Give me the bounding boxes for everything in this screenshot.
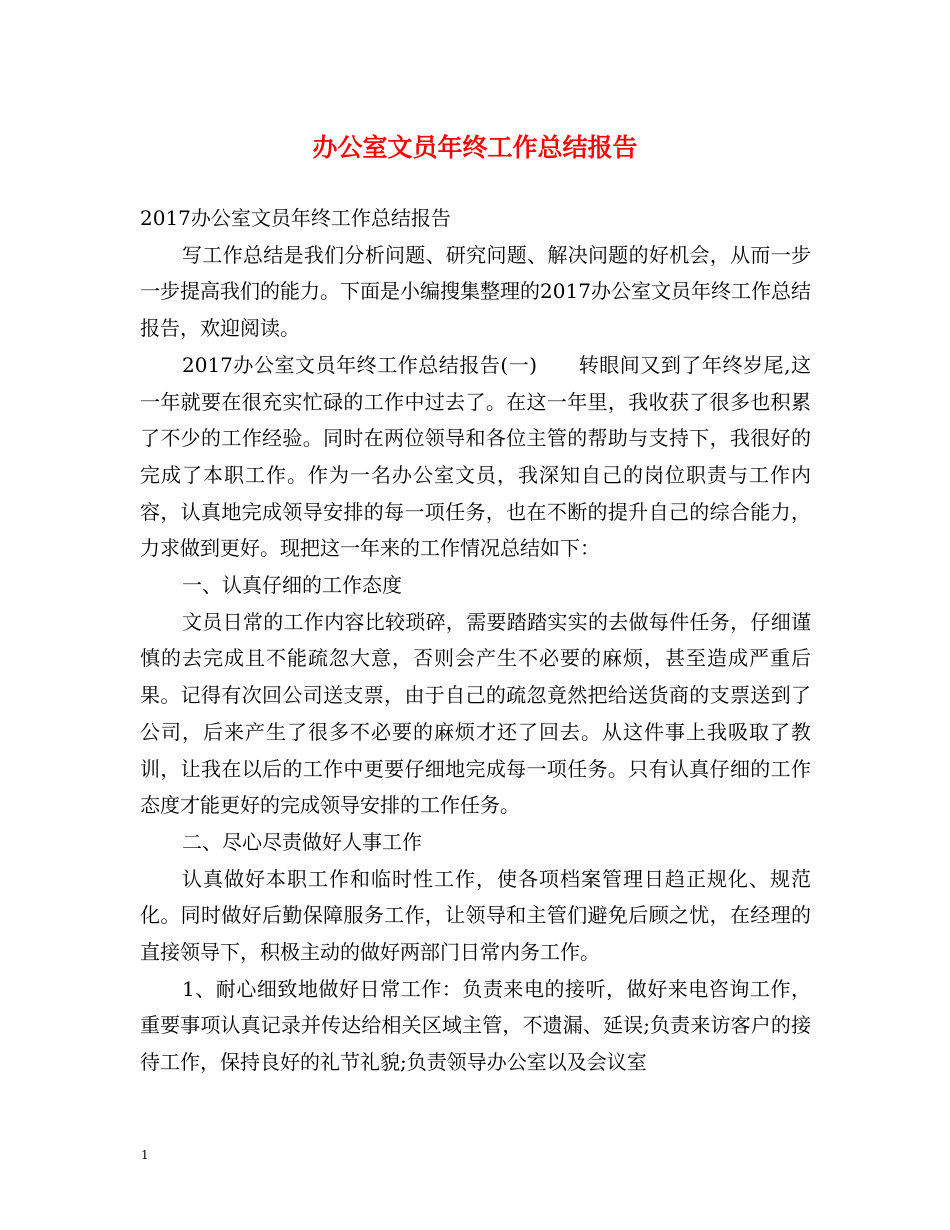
document-subtitle: 2017办公室文员年终工作总结报告 xyxy=(140,206,451,230)
paragraph-attitude: 文员日常的工作内容比较琐碎，需要踏踏实实的去做每件任务，仔细谨慎的去完成且不能疏忽大意，否则会产生不必要的麻烦，甚至造成严重后果。记得有次回公司送支票，由于自己的疏忽竟然把给送货商的支票送到了公司，后来产生了很多不必要的麻烦才还了回去。从这件事上我吸取了教训，让我在以后的工作中更要仔细地完成每一项任务。只有认真仔细的工作态度才能更好的完成领导安排的工作任务。 xyxy=(140,609,811,818)
section-heading-attitude: 一、认真仔细的工作态度 xyxy=(182,573,402,598)
paragraph-intro: 写工作总结是我们分析问题、研究问题、解决问题的好机会，从而一步一步提高我们的能力。下面是小编搜集整理的2017办公室文员年终工作总结报告，欢迎阅读。 xyxy=(140,242,811,341)
paragraph-personnel: 认真做好本职工作和临时性工作，使各项档案管理日趋正规化、规范化。同时做好后勤保障服务工作，让领导和主管们避免后顾之忧，在经理的直接领导下，积极主动的做好两部门日常内务工作。 xyxy=(140,866,811,965)
paragraph-report-one: 2017办公室文员年终工作总结报告(一) 转眼间又到了年终岁尾,这一年就要在很充实忙碌的工作中过去了。在这一年里，我收获了很多也积累了不少的工作经验。同时在两位领导和各位主管的帮助与支持下，我很好的完成了本职工作。作为一名办公室文员，我深知自己的岗位职责与工作内容，认真地完成领导安排的每一项任务，也在不断的提升自己的综合能力，力求做到更好。现把这一年来的工作情况总结如下： xyxy=(140,352,811,561)
section-heading-personnel: 二、尽心尽责做好人事工作 xyxy=(182,829,422,854)
document-body xyxy=(140,200,811,1081)
document-title: 办公室文员年终工作总结报告 xyxy=(312,133,638,162)
paragraph-daily-work: 1、耐心细致地做好日常工作：负责来电的接听，做好来电咨询工作，重要事项认真记录并传达给相关区域主管，不遗漏、延误;负责来访客户的接待工作，保持良好的礼节礼貌;负责领导办公室以及会议室 xyxy=(140,976,811,1075)
page-number: 1 xyxy=(141,1148,149,1162)
